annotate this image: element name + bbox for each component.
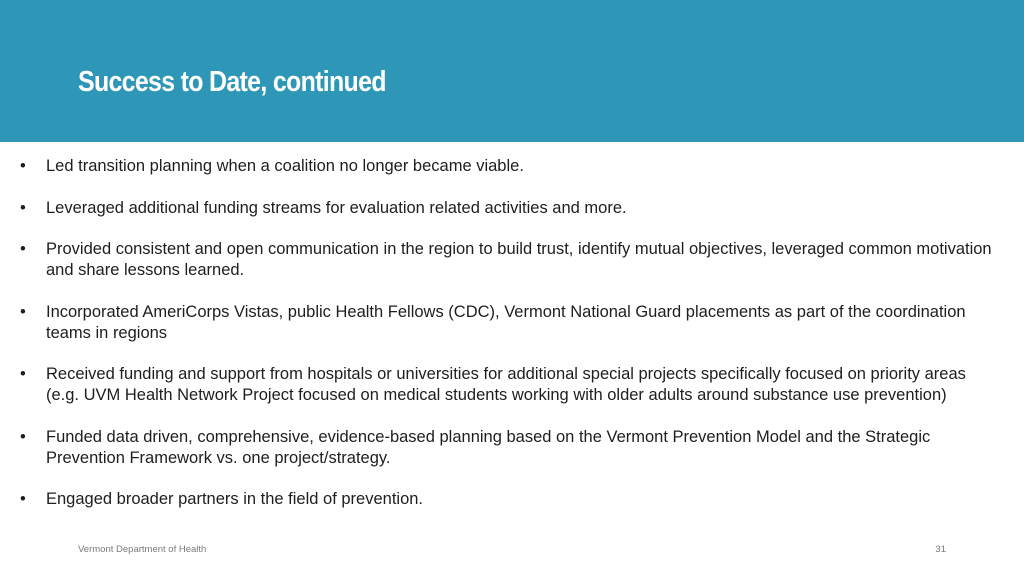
bullet-marker: • <box>20 490 26 508</box>
bullet-text: Leveraged additional funding streams for evaluation related activities and more. <box>46 198 627 217</box>
bullet-text: Engaged broader partners in the field of prevention. <box>46 490 424 508</box>
bullet-marker: • <box>20 427 26 446</box>
bullet-item <box>18 239 993 281</box>
bullet-item <box>18 489 993 510</box>
slide-title: Success to Date, continued <box>78 66 386 98</box>
bullet-item <box>18 156 993 177</box>
bullet-item <box>18 364 993 406</box>
bullet-marker: • <box>20 365 26 383</box>
bullet-marker: • <box>20 157 26 175</box>
bullet-marker: • <box>20 302 26 321</box>
slide-number: 31 <box>935 544 946 555</box>
bullet-item <box>18 427 993 469</box>
bullet-text: Incorporated AmeriCorps Vistas, public Health Fellows (CDC), Vermont National Guard placements as part of the coordination teams in regions <box>46 302 966 342</box>
bullet-text: Provided consistent and open communication in the region to build trust, identify mutual objectives, leveraged common motivation and share lessons learned. <box>46 240 992 279</box>
bullet-text: Funded data driven, comprehensive, evidence-based planning based on the Vermont Prevention Model and the Strategic Prevention Framework vs. one project/strategy. <box>46 427 931 467</box>
bullet-list <box>18 156 993 531</box>
bullet-text: Led transition planning when a coalition no longer became viable. <box>46 157 524 175</box>
footer-organization: Vermont Department of Health <box>78 544 207 555</box>
bullet-marker: • <box>20 240 26 258</box>
bullet-item <box>18 302 993 344</box>
bullet-text: Received funding and support from hospitals or universities for additional special projects specifically focused on priority areas (e.g. UVM Health Network Project focused on medical students working with older adults around substance use prevention) <box>46 365 966 404</box>
bullet-marker: • <box>20 198 26 217</box>
bullet-item <box>18 198 993 219</box>
